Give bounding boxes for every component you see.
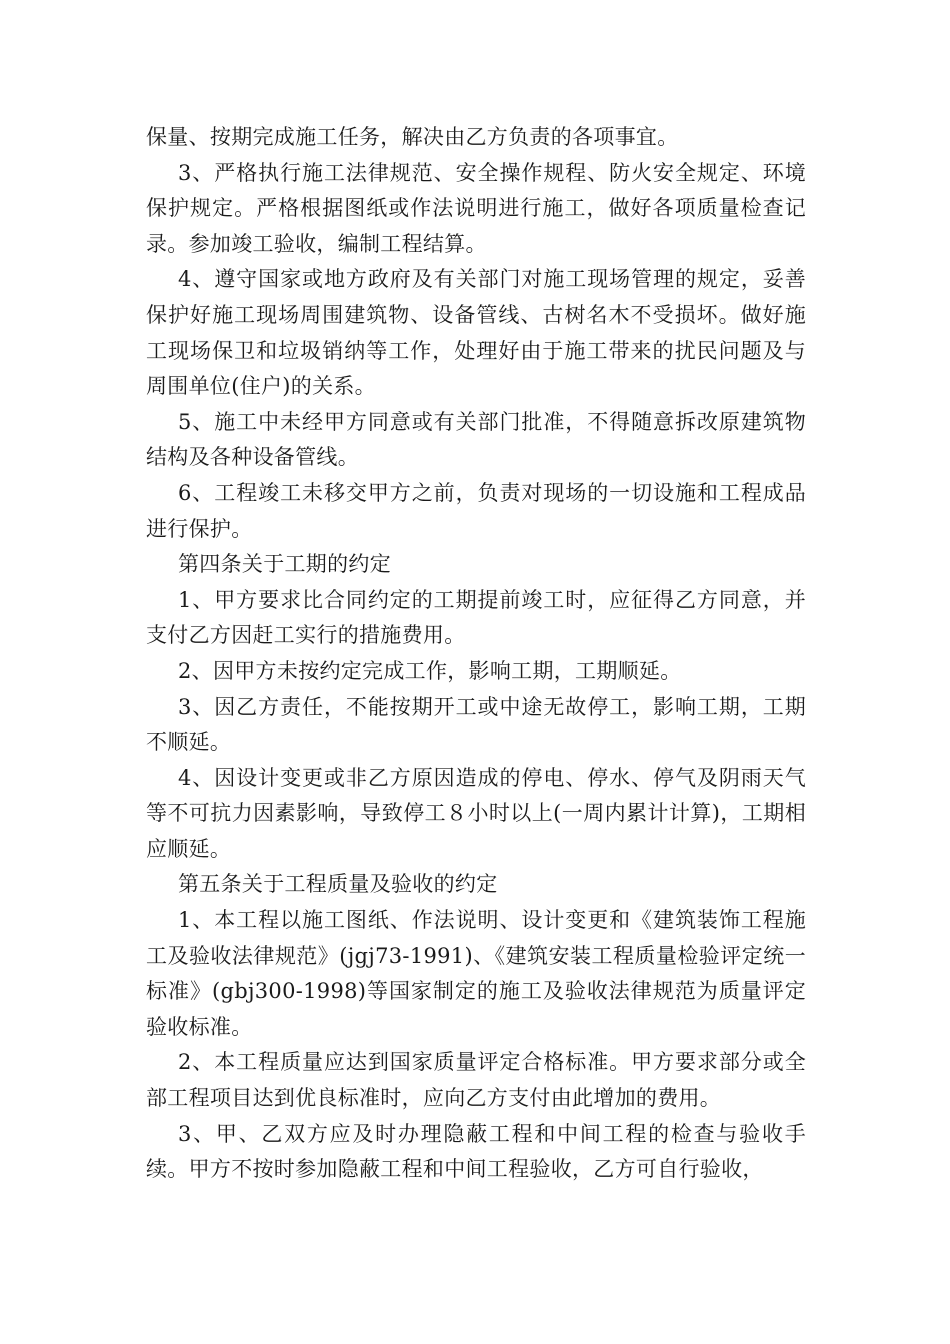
paragraph: 4、遵守国家或地方政府及有关部门对施工现场管理的规定，妥善保护好施工现场周围建筑物、设备管线、古树名木不受损坏。做好施工现场保卫和垃圾销纳等工作，处理好由于施工带来的扰民问题及与周围单位(住户)的关系。 [146,267,806,399]
paragraph: 1、甲方要求比合同约定的工期提前竣工时，应征得乙方同意，并支付乙方因赶工实行的措施费用。 [146,587,806,648]
section-heading: 第五条关于工程质量及验收的约定 [178,872,498,897]
paragraph: 2、本工程质量应达到国家质量评定合格标准。甲方要求部分或全部工程项目达到优良标准时，应向乙方支付由此增加的费用。 [146,1050,806,1111]
paragraph: 4、因设计变更或非乙方原因造成的停电、停水、停气及阴雨天气等不可抗力因素影响，导致停工８小时以上(一周内累计计算)，工期相应顺延。 [146,765,806,861]
paragraph: 1、本工程以施工图纸、作法说明、设计变更和《建筑装饰工程施工及验收法律规范》(jgj73-1991)、《建筑安装工程质量检验评定统一标准》(gbj300-1998)等国家制定的施工及验收法律规范为质量评定验收标准。 [146,908,806,1039]
paragraph: 5、施工中未经甲方同意或有关部门批准，不得随意拆改原建筑物结构及各种设备管线。 [146,409,806,470]
paragraph: 2、因甲方未按约定完成工作，影响工期，工期顺延。 [178,658,682,683]
section-heading: 第四条关于工期的约定 [178,552,391,577]
paragraph: 3、因乙方责任，不能按期开工或中途无故停工，影响工期，工期不顺延。 [146,694,806,755]
paragraph: 6、工程竣工未移交甲方之前，负责对现场的一切设施和工程成品进行保护。 [146,480,806,541]
paragraph: 3、甲、乙双方应及时办理隐蔽工程和中间工程的检查与验收手续。甲方不按时参加隐蔽工程和中间工程验收，乙方可自行验收， [146,1121,806,1182]
document-body [146,120,806,1188]
paragraph: 3、严格执行施工法律规范、安全操作规程、防火安全规定、环境保护规定。严格根据图纸或作法说明进行施工，做好各项质量检查记录。参加竣工验收，编制工程结算。 [146,160,806,256]
paragraph: 保量、按期完成施工任务，解决由乙方负责的各项事宜。 [146,125,679,149]
